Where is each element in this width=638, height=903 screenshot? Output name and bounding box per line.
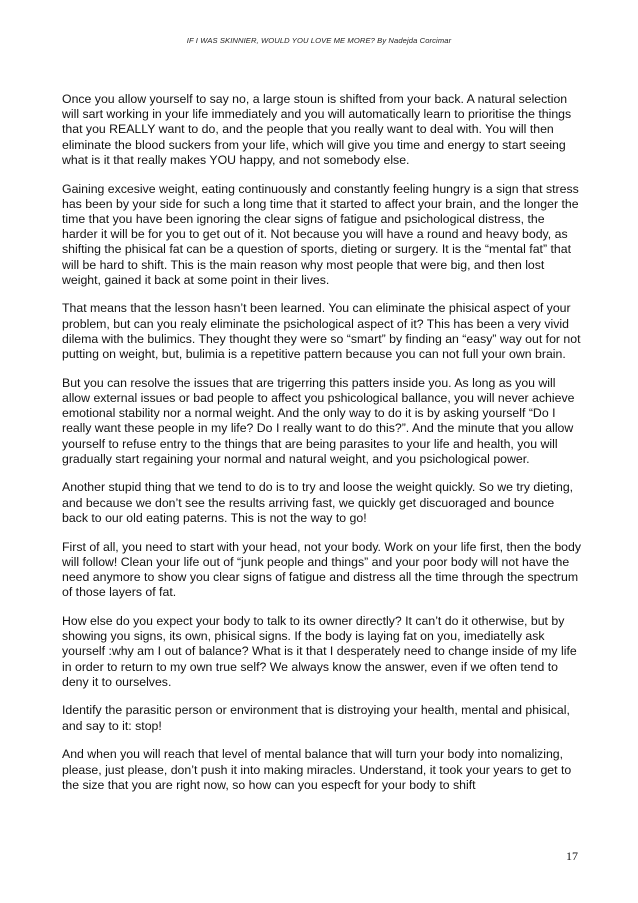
- running-header: IF I WAS SKINNIER, WOULD YOU LOVE ME MORE? By Nadejda Corcimar: [186, 36, 452, 45]
- paragraph: That means that the lesson hasn’t been learned. You can eliminate the phisical aspect of your problem, but can you realy eliminate the psichological aspect of it? This has been a very vivid dilema with the bulimics. They thought they were so “smart” by finding an “easy” way out for not putting on weight, but, bulimia is a repetitive pattern because you can not full your own brain.: [62, 301, 581, 362]
- paragraph: Another stupid thing that we tend to do is to try and loose the weight quickly. So we try dieting, and because we don’t see the results arriving fast, we quickly get discuoraged and bounce back to our old eating paterns. This is not the way to go!: [62, 480, 574, 525]
- paragraph: How else do you expect your body to talk to its owner directly? It can’t do it otherwise, but by showing you signs, its own, phisical signs. If the body is laying fat on you, imediatelly ask yourself :why am I out of balance? What is it that I desperately need to change inside of my life in order to return to my own true self? We always know the answer, even if we often tend to deny it to ourselves.: [62, 613, 577, 689]
- body-text: [62, 92, 582, 806]
- paragraph: And when you will reach that level of mental balance that will turn your body into nomalizing, please, just please, don’t push it into making miracles. Understand, it took your years to get to the size that you are right now, so how can you especft for your body to shift: [62, 747, 572, 792]
- paragraph: Identify the parasitic person or environment that is distroying your health, mental and phisical, and say to it: stop!: [62, 703, 570, 733]
- paragraph: Gaining excesive weight, eating continuously and constantly feeling hungry is a sign that stress has been by your side for such a long time that it started to affect your brain, and the longer the time that you have been ignoring the clear signs of fatigue and psichological distress, the harder it will be for you to get out of it. Not because you will have a round and heavy body, as shifting the phisical fat can be a question of sports, dieting or surgery. It is the “mental fat” that will be hard to shift. This is the main reason why most people that were big, and then lost weight, gained it back at some point in their lives.: [62, 181, 579, 287]
- paragraph: Once you allow yourself to say no, a large stoun is shifted from your back. A natural selection will sart working in your life immediately and you will automatically learn to prioritise the things that you REALLY want to do, and the people that you really want to deal with. You will then eliminate the blood suckers from your life, which will give you time and energy to start seeing what is it that really makes YOU happy, and not somebody else.: [62, 92, 572, 167]
- page-number: 17: [566, 849, 578, 863]
- paragraph: First of all, you need to start with your head, not your body. Work on your life first, then the body will follow! Clean your life out of “junk people and things” and your poor body will not have the need anymore to show you clear signs of fatigue and distress all the time through the spectrum of those layers of fat.: [62, 539, 582, 600]
- paragraph: But you can resolve the issues that are trigerring this patters inside you. As long as you will allow external issues or bad people to affect you pshicological ballance, you will never achieve emotional stability nor a normal weight. And the only way to do it is by asking yourself “Do I really want these people in my life? Do I really want to do this?”. And the minute that you allow yourself to refuse entry to the things that are being parasites to your life and health, you will gradually start regaining your normal and natural weight, and you psichological power.: [62, 375, 575, 466]
